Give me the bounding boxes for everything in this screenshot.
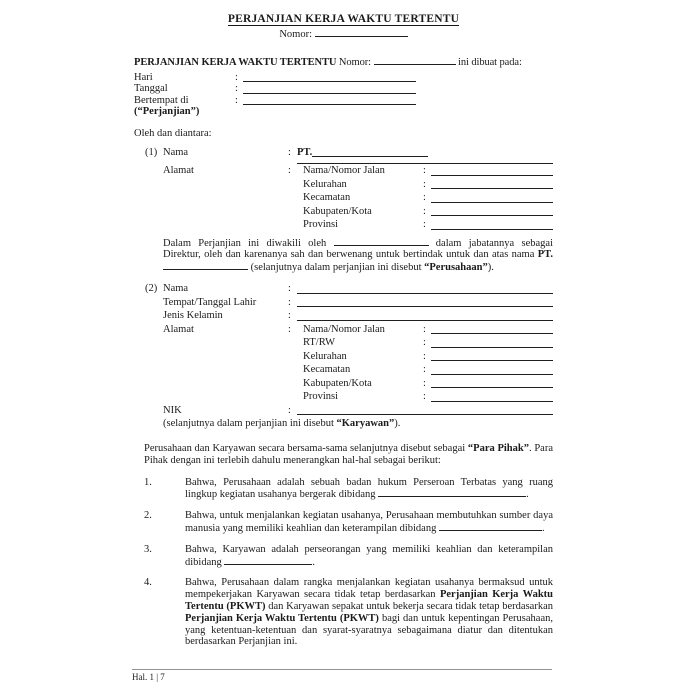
colon: : bbox=[235, 72, 238, 83]
field-row-bertempat bbox=[134, 95, 553, 106]
field-label: Nama bbox=[163, 146, 189, 158]
item-text: Bahwa, Perusahaan adalah sebuah badan hukum Perseroan Terbatas yang ruang lingkup kegiatan usahanya bergerak dibidang . bbox=[185, 476, 553, 501]
party1-alamat-row bbox=[134, 164, 553, 232]
blank-field bbox=[431, 207, 553, 216]
intro-sentence: PERJANJIAN KERJA WAKTU TERTENTU Nomor: ini dibuat pada: bbox=[134, 57, 522, 68]
colon: : bbox=[423, 178, 426, 190]
recital-item-3 bbox=[144, 544, 553, 569]
blank-field bbox=[431, 221, 553, 230]
party-2-block bbox=[134, 282, 553, 417]
subfield-row bbox=[297, 390, 553, 404]
field-label: Provinsi bbox=[303, 391, 339, 403]
item-text: Bahwa, untuk menjalankan kegiatan usahanya, Perusahaan membutuhkan sumber daya manusia yang memiliki keahlian dan keterampilan dibidang . bbox=[185, 510, 553, 534]
blank-field bbox=[431, 379, 553, 388]
field-label: Alamat bbox=[163, 165, 194, 177]
item-text: Bahwa, Perusahaan dalam rangka menjalankan kegiatan usahanya bermaksud untuk mempekerjakan Karyawan secara tidak tetap berdasarkan Perjanjian Kerja Waktu Tertentu (PKWT) dan Karyawan sepakat untuk bekerja secara tidak tetap berdasarkan Perjanjian Kerja Waktu Tertentu (PKWT) bagi dan untuk kepentingan Perusahaan, yang ketentuan-ketentuan dan syarat-syaratnya sebagaimana diatur dan ditentukan berdasarkan Perjanjian ini. bbox=[185, 577, 553, 648]
subfield-row bbox=[297, 377, 553, 391]
field-label: Provinsi bbox=[303, 219, 339, 231]
item-number: 3. bbox=[144, 543, 152, 555]
party2-nik-row bbox=[134, 404, 553, 418]
colon: : bbox=[423, 165, 426, 177]
colon: : bbox=[423, 391, 426, 403]
party1-representative-paragraph: Dalam Perjanjian ini diwakili oleh dalam jabatannya sebagai Direktur, oleh dan karenanya sah dan berwenang untuk bertindak untuk dan atas nama PT. (selanjutnya dalam perjanjian ini disebut “Perusahaan”). bbox=[163, 237, 553, 273]
colon: : bbox=[423, 364, 426, 376]
party-number: (1) bbox=[145, 146, 158, 158]
subfield-row bbox=[297, 205, 553, 219]
blank-field bbox=[243, 73, 416, 82]
blank-field bbox=[431, 167, 553, 176]
field-label: Bertempat di bbox=[134, 94, 189, 106]
blank-field bbox=[312, 148, 428, 157]
page-number: Hal. 1 | 7 bbox=[132, 672, 165, 682]
blank-field bbox=[431, 325, 553, 334]
item-text: Bahwa, Karyawan adalah perseorangan yang memiliki keahlian dan keterampilan dibidang . bbox=[185, 543, 553, 568]
colon: : bbox=[288, 323, 291, 335]
field-label: Nama/Nomor Jalan bbox=[303, 165, 385, 177]
subfield-row bbox=[297, 363, 553, 377]
colon: : bbox=[423, 377, 426, 389]
colon: : bbox=[423, 192, 426, 204]
subfield-row bbox=[297, 164, 553, 178]
party2-ttl-row bbox=[134, 296, 553, 310]
perjanjian-note bbox=[134, 106, 553, 117]
colon: : bbox=[235, 83, 238, 95]
document-number-line: Nomor: bbox=[134, 28, 553, 41]
colon: : bbox=[288, 310, 291, 322]
field-label: Kelurahan bbox=[303, 178, 347, 190]
colon: : bbox=[423, 337, 426, 349]
blank-field bbox=[431, 393, 553, 402]
blank-field bbox=[431, 339, 553, 348]
party-number: (2) bbox=[145, 283, 158, 295]
subfield-row bbox=[297, 218, 553, 232]
recital-item-4 bbox=[144, 577, 553, 648]
field-label: Kecamatan bbox=[303, 364, 351, 376]
item-number: 1. bbox=[144, 476, 152, 488]
datetime-fields bbox=[134, 72, 553, 118]
field-row-tanggal bbox=[134, 83, 553, 94]
document-body bbox=[134, 13, 553, 648]
blank-field bbox=[297, 285, 553, 294]
field-label: Kabupaten/Kota bbox=[303, 205, 372, 217]
recitals-intro-paragraph: Perusahaan dan Karyawan secara bersama-sama selanjutnya disebut sebagai “Para Pihak”. Para Pihak dengan ini terlebih dahulu menerangkan hal-hal sebagai berikut: bbox=[144, 443, 553, 466]
colon: : bbox=[288, 283, 291, 295]
subfield-row bbox=[297, 191, 553, 205]
party2-alamat-row bbox=[134, 323, 553, 404]
subfield-row bbox=[297, 323, 553, 337]
blank-field bbox=[297, 406, 553, 415]
field-label: Kelurahan bbox=[303, 350, 347, 362]
pt-prefix: PT. bbox=[297, 146, 313, 158]
colon: : bbox=[423, 219, 426, 231]
field-label: NIK bbox=[163, 404, 182, 416]
field-row-hari bbox=[134, 72, 553, 83]
field-label: Tanggal bbox=[134, 83, 168, 95]
field-label: RT/RW bbox=[303, 337, 336, 349]
recital-item-1 bbox=[144, 477, 553, 502]
page-footer bbox=[132, 669, 552, 682]
field-label: Tempat/Tanggal Lahir bbox=[163, 296, 257, 308]
field-label: Nama bbox=[163, 283, 189, 295]
document-title-line bbox=[134, 13, 553, 26]
field-label: Alamat bbox=[163, 323, 194, 335]
party2-gender-row bbox=[134, 309, 553, 323]
colon: : bbox=[288, 165, 291, 177]
parties-intro: Oleh dan diantara: bbox=[134, 127, 212, 139]
colon: : bbox=[423, 350, 426, 362]
colon: : bbox=[423, 205, 426, 217]
blank-field bbox=[297, 298, 553, 307]
field-label: Jenis Kelamin bbox=[163, 310, 223, 322]
recitals-list bbox=[144, 477, 553, 649]
item-number: 2. bbox=[144, 510, 152, 522]
blank-field bbox=[431, 366, 553, 375]
blank-field bbox=[243, 96, 416, 105]
blank-field bbox=[431, 352, 553, 361]
field-label: Nama/Nomor Jalan bbox=[303, 323, 385, 335]
field-label: Hari bbox=[134, 72, 153, 83]
subfield-row bbox=[297, 336, 553, 350]
blank-field bbox=[431, 194, 553, 203]
subfield-row bbox=[297, 178, 553, 192]
blank-field bbox=[297, 312, 553, 321]
recital-item-2 bbox=[144, 510, 553, 535]
party2-note: (selanjutnya dalam perjanjian ini disebut “Karyawan”). bbox=[163, 418, 401, 430]
party1-alamat-subfields bbox=[297, 164, 553, 232]
party2-alamat-subfields bbox=[297, 323, 553, 404]
colon: : bbox=[423, 323, 426, 335]
colon: : bbox=[288, 146, 291, 158]
colon: : bbox=[235, 94, 238, 106]
party1-nama-row bbox=[134, 146, 553, 160]
perjanjian-note-text: (“Perjanjian”) bbox=[134, 106, 200, 118]
item-number: 4. bbox=[144, 577, 152, 589]
party-1-block bbox=[134, 146, 553, 232]
field-label: Kecamatan bbox=[303, 192, 351, 204]
party2-nama-row bbox=[134, 282, 553, 296]
party1-nama-value bbox=[297, 146, 553, 160]
colon: : bbox=[288, 404, 291, 416]
document-title: PERJANJIAN KERJA WAKTU TERTENTU bbox=[227, 13, 460, 25]
blank-field bbox=[243, 85, 416, 94]
colon: : bbox=[288, 296, 291, 308]
subfield-row bbox=[297, 350, 553, 364]
blank-field bbox=[431, 180, 553, 189]
field-label: Kabupaten/Kota bbox=[303, 377, 372, 389]
